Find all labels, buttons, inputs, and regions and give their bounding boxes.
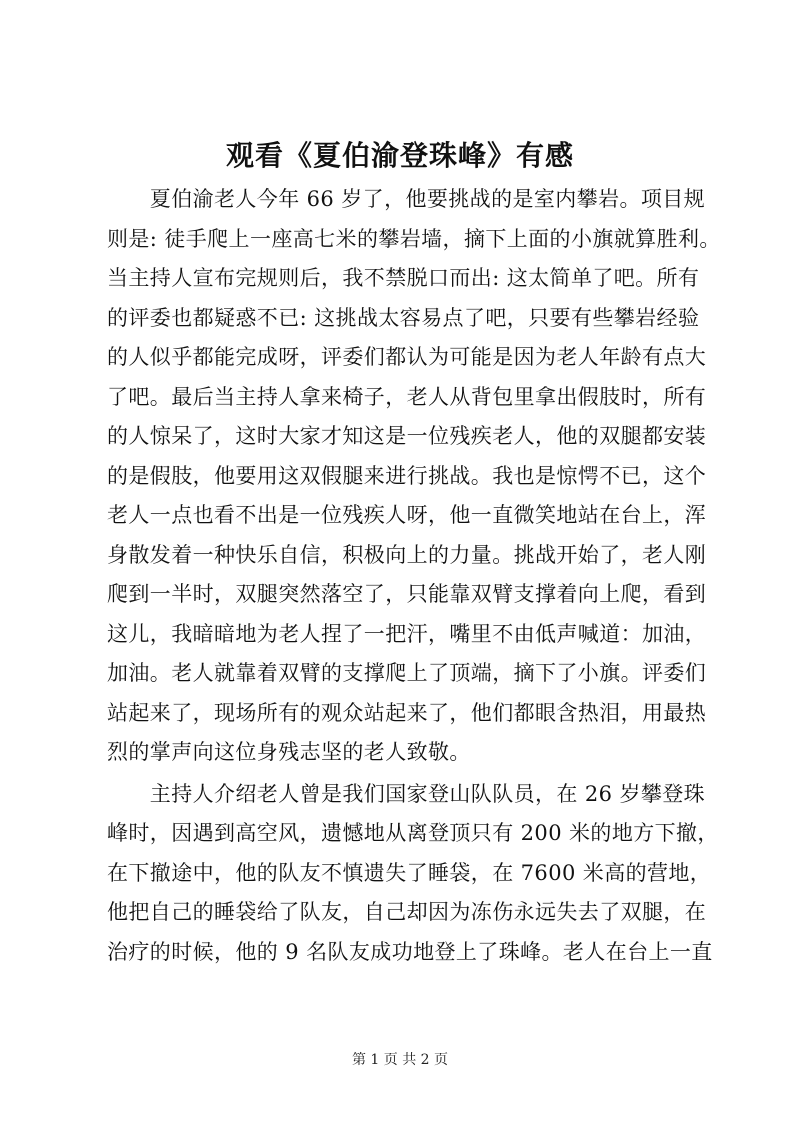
- paragraph-1: [107, 180, 721, 773]
- text-line: 当主持人宣布完规则后，我不禁脱口而出: 这太简单了吧。所有: [107, 266, 700, 290]
- text-line: 了吧。最后当主持人拿来椅子，老人从背包里拿出假肢时，所有: [107, 384, 707, 409]
- text-line: 的评委也都疑惑不已: 这挑战太容易点了吧，只要有些攀岩经验: [107, 305, 700, 330]
- text-line: 夏伯渝老人今年 66 岁了，他要挑战的是室内攀岩。项目规: [107, 187, 706, 211]
- text-line: 烈的掌声向这位身残志坚的老人致敬。: [107, 740, 471, 764]
- text-line: 在下撤途中，他的队友不慎遗失了睡袋，在 7600 米高的营地，: [107, 860, 712, 885]
- paragraph-2: [107, 775, 719, 973]
- text-line: 的是假肢，他要用这双假腿来进行挑战。我也是惊愕不已，这个: [107, 463, 707, 488]
- text-line: 的人似乎都能完成呀，评委们都认为可能是因为老人年龄有点大: [107, 345, 707, 369]
- document-title: 观看《夏伯渝登珠峰》有感: [225, 139, 574, 172]
- text-line: 爬到一半时，双腿突然落空了，只能靠双臂支撑着向上爬，看到: [107, 582, 707, 606]
- text-line: 则是: 徒手爬上一座高七米的攀岩墙，摘下上面的小旗就算胜利。: [107, 226, 721, 251]
- page-footer: 第 1 页 共 2 页: [351, 1052, 449, 1068]
- text-line: 他把自己的睡袋给了队友，自己却因为冻伤永远失去了双腿，在: [107, 900, 707, 924]
- text-line: 峰时，因遇到高空风，遗憾地从离登顶只有 200 米的地方下撤，: [107, 821, 719, 845]
- text-line: 身散发着一种快乐自信，积极向上的力量。挑战开始了，老人刚: [107, 542, 707, 567]
- text-line: 老人一点也看不出是一位残疾人呀，他一直微笑地站在台上，浑: [107, 503, 707, 527]
- text-line: 主持人介绍老人曾是我们国家登山队队员，在 26 岁攀登珠: [107, 781, 706, 806]
- text-line: 治疗的时候，他的 9 名队友成功地登上了珠峰。老人在台上一直: [107, 939, 713, 964]
- document-body: [107, 180, 721, 972]
- text-line: 这儿，我暗暗地为老人捏了一把汗，嘴里不由低声喊道：加油，: [107, 621, 707, 646]
- text-line: 的人惊呆了，这时大家才知这是一位残疾老人，他的双腿都安装: [107, 424, 707, 448]
- text-line: 加油。老人就靠着双臂的支撑爬上了顶端，摘下了小旗。评委们: [107, 661, 707, 685]
- text-line: 站起来了，现场所有的观众站起来了，他们都眼含热泪，用最热: [107, 700, 707, 725]
